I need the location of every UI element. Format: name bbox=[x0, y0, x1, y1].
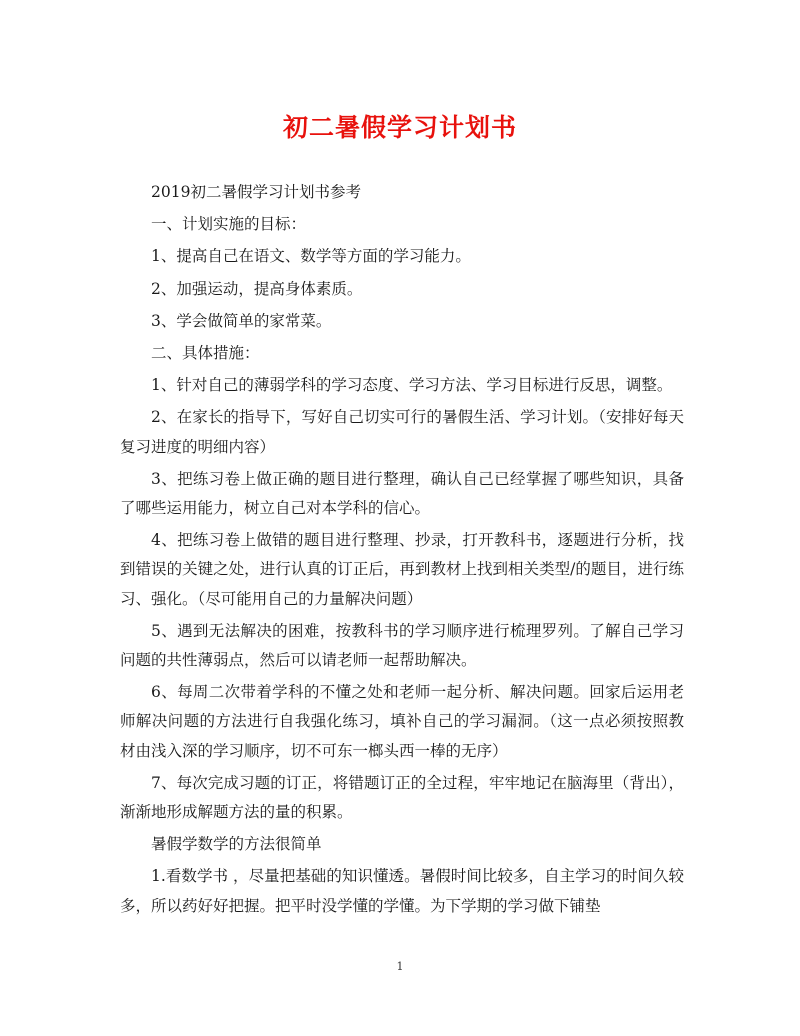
paragraph: 6、每周二次带着学科的不懂之处和老师一起分析、解决问题。回家后运用老师解决问题的方法进行自我强化练习，填补自己的学习漏洞。（这一点必须按照教材由浅入深的学习顺序，切不可东一榔头西一棒的无序） bbox=[120, 683, 684, 760]
paragraph: 5、遇到无法解决的困难，按教科书的学习顺序进行梳理罗列。了解自己学习问题的共性薄弱点，然后可以请老师一起帮助解决。 bbox=[120, 621, 684, 670]
section-heading: 暑假学数学的方法很简单 bbox=[151, 835, 322, 854]
document-body bbox=[120, 178, 684, 924]
paragraph: 1、提高自己在语文、数学等方面的学习能力。 bbox=[151, 247, 471, 266]
paragraph: 4、把练习卷上做错的题目进行整理、抄录，打开教科书，逐题进行分析，找到错误的关键之处，进行认真的订正后，再到教材上找到相关类型/的题目，进行练习、强化。（尽可能用自己的力量解决问题） bbox=[120, 531, 684, 608]
paragraph: 1、针对自己的薄弱学科的学习态度、学习方法、学习目标进行反思，调整。 bbox=[151, 376, 673, 395]
page-number: 1 bbox=[396, 960, 404, 973]
document-title: 初二暑假学习计划书 bbox=[282, 113, 517, 142]
paragraph: 3、学会做简单的家常菜。 bbox=[151, 311, 332, 330]
paragraph: 7、每次完成习题的订正，将错题订正的全过程，牢牢地记在脑海里（背出），渐渐地形成解题方法的量的积累。 bbox=[120, 773, 684, 822]
section-heading: 二、具体措施： bbox=[151, 344, 260, 363]
paragraph: 2019初二暑假学习计划书参考 bbox=[151, 183, 361, 201]
paragraph: 3、把练习卷上做正确的题目进行整理，确认自己已经掌握了哪些知识，具备了哪些运用能力，树立自己对本学科的信心。 bbox=[120, 469, 684, 518]
paragraph: 2、加强运动，提高身体素质。 bbox=[151, 279, 363, 298]
paragraph: 1.看数学书 ，尽量把基础的知识懂透。暑假时间比较多，自主学习的时间久较多，所以药好好把握。把平时没学懂的学懂。为下学期的学习做下铺垫 bbox=[120, 867, 684, 915]
section-heading: 一、计划实施的目标： bbox=[151, 215, 307, 234]
paragraph: 2、在家长的指导下，写好自己切实可行的暑假生活、学习计划。（安排好每天复习进度的明细内容） bbox=[120, 408, 684, 456]
